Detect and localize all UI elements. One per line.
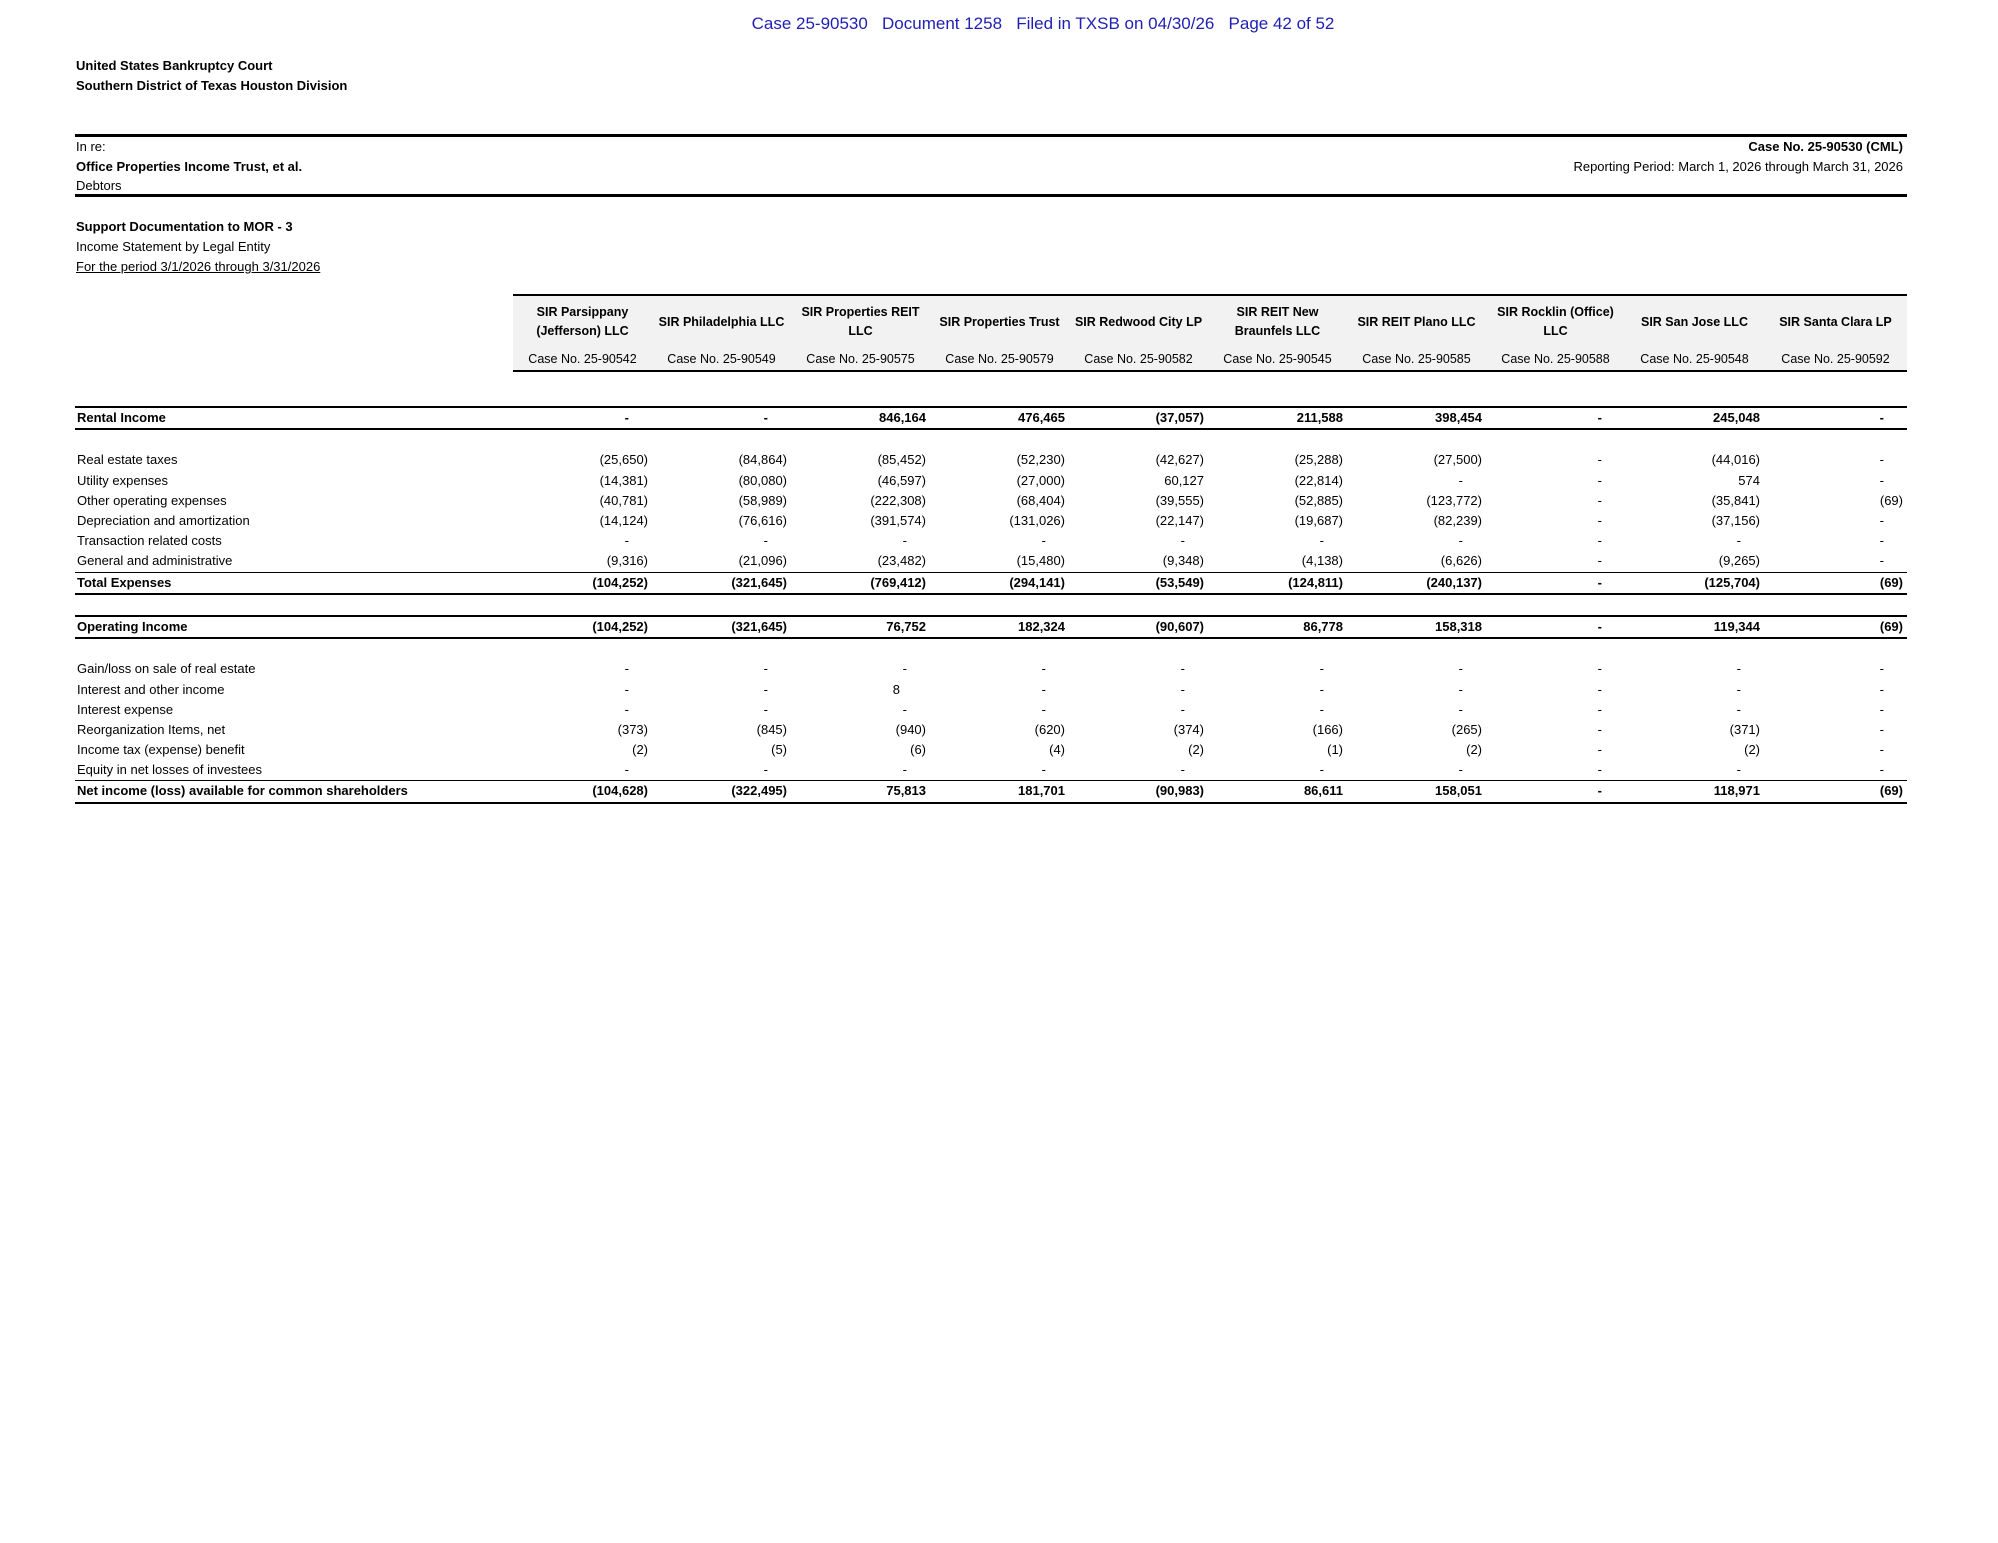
spacer-cell [1069, 594, 1208, 616]
value-cell: - [1458, 701, 1463, 717]
value-cell: 8 [892, 681, 900, 697]
value-cell: (104,252) [513, 572, 652, 594]
entity-name: SIR Properties Trust [930, 295, 1069, 348]
value-cell: - [652, 760, 791, 781]
value-cell: 86,778 [1208, 616, 1347, 638]
value-cell: (22,147) [1155, 513, 1204, 529]
value-cell: (373) [617, 721, 648, 737]
entity-case-number: Case No. 25-90549 [652, 348, 791, 371]
value-cell: (90,607) [1069, 616, 1208, 638]
value-cell: (769,412) [791, 572, 930, 594]
value-cell: (53,549) [1069, 572, 1208, 594]
support-subtitle: Income Statement by Legal Entity [76, 239, 271, 254]
value-cell: - [1208, 760, 1347, 781]
row-label: Operating Income [75, 616, 513, 638]
value-cell: (90,983) [1069, 781, 1208, 803]
value-cell: - [1486, 407, 1625, 429]
entity-name: SIR San Jose LLC [1625, 295, 1764, 348]
value-cell: (69) [1764, 781, 1907, 803]
value-cell: (131,026) [1009, 513, 1065, 529]
value-cell: - [624, 533, 629, 549]
value-cell: (80,080) [738, 472, 787, 488]
value-cell: - [1041, 533, 1046, 549]
value-cell: - [1319, 681, 1324, 697]
entity-name: SIR Santa Clara LP [1764, 295, 1907, 348]
value-cell: (21,096) [652, 551, 791, 572]
support-heading [76, 217, 320, 277]
entity-case-row [513, 348, 1907, 371]
value-cell: (6,626) [1347, 551, 1486, 572]
row-other-operating [75, 491, 1907, 511]
value-cell: - [1736, 533, 1741, 549]
value-cell: - [1319, 701, 1324, 717]
value-cell: - [1347, 760, 1486, 781]
court-name: United States Bankruptcy Court [76, 58, 273, 73]
value-cell: - [1486, 781, 1625, 803]
value-cell: (9,316) [513, 551, 652, 572]
spacer-cell [930, 594, 1069, 616]
row-label: Other operating expenses [77, 492, 227, 508]
value-cell: - [1486, 551, 1625, 572]
value-cell: - [624, 661, 629, 677]
row-label: Depreciation and amortization [77, 513, 250, 529]
value-cell: - [1879, 742, 1884, 758]
value-cell: (85,452) [877, 452, 926, 468]
value-cell: - [1764, 407, 1907, 429]
row-income-tax [75, 740, 1907, 760]
value-cell: - [1180, 661, 1185, 677]
value-cell: (76,616) [738, 513, 787, 529]
value-cell: (15,480) [930, 551, 1069, 572]
spacer-row [75, 429, 1907, 450]
value-cell: (23,482) [791, 551, 930, 572]
row-label: Rental Income [75, 407, 513, 429]
spacer-cell [1486, 638, 1625, 659]
row-total-expenses [75, 572, 1907, 594]
value-cell: - [1597, 721, 1602, 737]
spacer-cell [1208, 638, 1347, 659]
value-cell: (42,627) [1155, 452, 1204, 468]
value-cell: (124,811) [1208, 572, 1347, 594]
value-cell: (46,597) [877, 472, 926, 488]
row-label: Income tax (expense) benefit [77, 742, 245, 758]
value-cell: 181,701 [930, 781, 1069, 803]
income-statement-table [75, 406, 1907, 804]
spacer-cell [652, 594, 791, 616]
entity-case-number: Case No. 25-90545 [1208, 348, 1347, 371]
value-cell: (6) [910, 742, 926, 758]
value-cell: (321,645) [652, 572, 791, 594]
value-cell: (69) [1764, 616, 1907, 638]
value-cell: 60,127 [1164, 472, 1204, 488]
value-cell: - [902, 533, 907, 549]
spacer-cell [1208, 594, 1347, 616]
entity-name: SIR Rocklin (Office) LLC [1486, 295, 1625, 348]
value-cell: (35,841) [1711, 492, 1760, 508]
entity-case-number: Case No. 25-90585 [1347, 348, 1486, 371]
row-depreciation [75, 511, 1907, 531]
row-label: Equity in net losses of investees [75, 760, 513, 781]
value-cell: - [1879, 533, 1884, 549]
entity-name: SIR Properties REIT LLC [791, 295, 930, 348]
spacer-cell [1069, 638, 1208, 659]
value-cell: (5) [771, 742, 787, 758]
value-cell: - [1597, 452, 1602, 468]
entity-case-number: Case No. 25-90542 [513, 348, 652, 371]
entity-header-table [513, 294, 1907, 372]
spacer-cell [513, 638, 652, 659]
row-interest-expense [75, 700, 1907, 720]
court-heading [76, 56, 347, 96]
value-cell: (222,308) [870, 492, 926, 508]
entity-case-number: Case No. 25-90579 [930, 348, 1069, 371]
value-cell: - [1458, 472, 1463, 488]
spacer-cell [1764, 429, 1907, 450]
debtors-label: Debtors [76, 178, 122, 193]
value-cell: - [513, 760, 652, 781]
spacer-cell [930, 429, 1069, 450]
value-cell: (9,265) [1625, 551, 1764, 572]
entity-name: SIR REIT New Braunfels LLC [1208, 295, 1347, 348]
value-cell: - [1736, 681, 1741, 697]
value-cell: (123,772) [1426, 492, 1482, 508]
row-label: Real estate taxes [77, 452, 178, 468]
value-cell: - [763, 661, 768, 677]
spacer-cell [75, 594, 513, 616]
value-cell: (2) [1188, 742, 1204, 758]
value-cell: - [1625, 760, 1764, 781]
row-label: Gain/loss on sale of real estate [77, 661, 256, 677]
value-cell: - [1069, 760, 1208, 781]
entity-name: SIR Parsippany (Jefferson) LLC [513, 295, 652, 348]
spacer-cell [1625, 638, 1764, 659]
value-cell: - [1879, 721, 1884, 737]
spacer-cell [791, 429, 930, 450]
value-cell: - [624, 681, 629, 697]
value-cell: (52,885) [1294, 492, 1343, 508]
value-cell: - [1041, 701, 1046, 717]
support-title: Support Documentation to MOR - 3 [76, 219, 293, 234]
spacer-cell [1764, 638, 1907, 659]
value-cell: (240,137) [1347, 572, 1486, 594]
value-cell: (371) [1729, 721, 1760, 737]
value-cell: (845) [756, 721, 787, 737]
spacer-cell [75, 429, 513, 450]
value-cell: (4,138) [1208, 551, 1347, 572]
value-cell: (19,687) [1294, 513, 1343, 529]
value-cell: (2) [1744, 742, 1760, 758]
value-cell: 158,318 [1347, 616, 1486, 638]
value-cell: - [513, 407, 652, 429]
value-cell: - [1458, 661, 1463, 677]
value-cell: - [1486, 616, 1625, 638]
entity-name: SIR Philadelphia LLC [652, 295, 791, 348]
value-cell: - [902, 701, 907, 717]
value-cell: (27,000) [1016, 472, 1065, 488]
row-label: Reorganization Items, net [77, 721, 226, 737]
value-cell: (2) [1466, 742, 1482, 758]
spacer-cell [513, 429, 652, 450]
entity-case-number: Case No. 25-90575 [791, 348, 930, 371]
value-cell: 476,465 [930, 407, 1069, 429]
value-cell: (2) [632, 742, 648, 758]
value-cell: - [763, 681, 768, 697]
value-cell: 574 [1738, 472, 1760, 488]
value-cell: - [1319, 533, 1324, 549]
value-cell: (14,381) [599, 472, 648, 488]
value-cell: - [1458, 681, 1463, 697]
value-cell: - [1597, 661, 1602, 677]
value-cell: (25,288) [1294, 452, 1343, 468]
value-cell: 118,971 [1625, 781, 1764, 803]
spacer-cell [1069, 429, 1208, 450]
value-cell: 76,752 [791, 616, 930, 638]
value-cell: (69) [1879, 492, 1903, 508]
value-cell: (391,574) [870, 513, 926, 529]
value-cell: - [1597, 492, 1602, 508]
value-cell: - [1597, 701, 1602, 717]
value-cell: - [1486, 572, 1625, 594]
value-cell: 211,588 [1208, 407, 1347, 429]
court-district: Southern District of Texas Houston Division [76, 78, 348, 93]
row-equity-losses [75, 760, 1907, 781]
value-cell: (69) [1764, 572, 1907, 594]
row-real-estate-taxes [75, 450, 1907, 470]
case-caption-left [76, 137, 302, 196]
value-cell: - [1879, 452, 1884, 468]
debtor-name: Office Properties Income Trust, et al. [76, 158, 303, 174]
value-cell: (37,057) [1069, 407, 1208, 429]
value-cell: (265) [1451, 721, 1482, 737]
value-cell: (44,016) [1711, 452, 1760, 468]
entity-case-number: Case No. 25-90592 [1764, 348, 1907, 371]
spacer-cell [1347, 429, 1486, 450]
value-cell: (374) [1173, 721, 1204, 737]
value-cell: (125,704) [1625, 572, 1764, 594]
value-cell: 86,611 [1208, 781, 1347, 803]
spacer-cell [652, 638, 791, 659]
spacer-cell [930, 638, 1069, 659]
spacer-cell [1486, 429, 1625, 450]
row-reorg-items [75, 720, 1907, 740]
value-cell: - [1180, 701, 1185, 717]
value-cell: 75,813 [791, 781, 930, 803]
row-label: Utility expenses [77, 472, 169, 488]
entity-case-number: Case No. 25-90582 [1069, 348, 1208, 371]
value-cell: - [1879, 661, 1884, 677]
spacer-cell [1347, 638, 1486, 659]
row-label: Transaction related costs [77, 533, 222, 549]
row-label: General and administrative [75, 551, 513, 572]
value-cell: 398,454 [1347, 407, 1486, 429]
value-cell: (39,555) [1155, 492, 1204, 508]
value-cell: (52,230) [1016, 452, 1065, 468]
value-cell: - [1597, 513, 1602, 529]
value-cell: (27,500) [1433, 452, 1482, 468]
row-rental-income [75, 407, 1907, 429]
value-cell: - [763, 701, 768, 717]
spacer-cell [513, 594, 652, 616]
spacer-cell [791, 594, 930, 616]
row-general-admin [75, 551, 1907, 572]
value-cell: (68,404) [1016, 492, 1065, 508]
value-cell: (84,864) [738, 452, 787, 468]
spacer-cell [1625, 594, 1764, 616]
value-cell: 158,051 [1347, 781, 1486, 803]
caption-bottom-rule [75, 194, 1907, 197]
spacer-cell [1486, 594, 1625, 616]
row-label: Total Expenses [75, 572, 513, 594]
row-operating-income [75, 616, 1907, 638]
row-gain-loss-sale [75, 659, 1907, 679]
value-cell: (620) [1034, 721, 1065, 737]
value-cell: - [1486, 760, 1625, 781]
value-cell: - [1180, 533, 1185, 549]
value-cell: - [930, 760, 1069, 781]
value-cell: - [1879, 681, 1884, 697]
value-cell: 182,324 [930, 616, 1069, 638]
value-cell: 846,164 [791, 407, 930, 429]
spacer-cell [791, 638, 930, 659]
support-period: For the period 3/1/2026 through 3/31/2026 [76, 259, 321, 274]
value-cell: - [624, 701, 629, 717]
value-cell: - [1764, 551, 1907, 572]
row-utility-expenses [75, 471, 1907, 491]
value-cell: (1) [1327, 742, 1343, 758]
value-cell: (940) [895, 721, 926, 737]
value-cell: - [791, 760, 930, 781]
value-cell: (14,124) [599, 513, 648, 529]
value-cell: - [1041, 661, 1046, 677]
value-cell: - [1879, 472, 1884, 488]
value-cell: - [1736, 701, 1741, 717]
value-cell: 245,048 [1625, 407, 1764, 429]
value-cell: (4) [1049, 742, 1065, 758]
entity-name: SIR Redwood City LP [1069, 295, 1208, 348]
value-cell: (9,348) [1069, 551, 1208, 572]
spacer-cell [1347, 594, 1486, 616]
value-cell: - [1180, 681, 1185, 697]
value-cell: - [1458, 533, 1463, 549]
entity-name-row [513, 295, 1907, 348]
value-cell: - [763, 533, 768, 549]
value-cell: (37,156) [1711, 513, 1760, 529]
value-cell: (294,141) [930, 572, 1069, 594]
value-cell: - [652, 407, 791, 429]
value-cell: - [1597, 742, 1602, 758]
row-label: Interest expense [77, 701, 174, 717]
value-cell: - [1736, 661, 1741, 677]
row-net-income [75, 781, 1907, 803]
value-cell: (321,645) [652, 616, 791, 638]
value-cell: (25,650) [599, 452, 648, 468]
spacer-cell [652, 429, 791, 450]
value-cell: (104,252) [513, 616, 652, 638]
value-cell: (82,239) [1433, 513, 1482, 529]
value-cell: - [1597, 533, 1602, 549]
value-cell: (58,989) [738, 492, 787, 508]
spacer-cell [75, 638, 513, 659]
value-cell: - [1764, 760, 1907, 781]
row-label: Interest and other income [77, 681, 225, 697]
row-label: Net income (loss) available for common shareholders [75, 781, 513, 803]
entity-name: SIR REIT Plano LLC [1347, 295, 1486, 348]
spacer-row [75, 638, 1907, 659]
value-cell: - [902, 661, 907, 677]
court-filing-stamp: Case 25-90530 Document 1258 Filed in TXSB on 04/30/26 Page 42 of 52 [751, 14, 1335, 33]
value-cell: - [1879, 701, 1884, 717]
value-cell: - [1597, 472, 1602, 488]
value-cell: (322,495) [652, 781, 791, 803]
case-number: Case No. 25-90530 (CML) [1748, 139, 1903, 154]
value-cell: - [1879, 513, 1884, 529]
spacer-cell [1764, 594, 1907, 616]
value-cell: (22,814) [1294, 472, 1343, 488]
value-cell: 119,344 [1625, 616, 1764, 638]
value-cell: - [1319, 661, 1324, 677]
value-cell: - [1597, 681, 1602, 697]
value-cell: (104,628) [513, 781, 652, 803]
row-interest-income [75, 679, 1907, 699]
value-cell: - [1041, 681, 1046, 697]
value-cell: (40,781) [599, 492, 648, 508]
case-caption-right [1573, 137, 1903, 176]
spacer-row [75, 594, 1907, 616]
value-cell: (166) [1312, 721, 1343, 737]
spacer-cell [1208, 429, 1347, 450]
reporting-period: Reporting Period: March 1, 2026 through March 31, 2026 [1573, 158, 1903, 174]
row-transaction-costs [75, 531, 1907, 551]
entity-case-number: Case No. 25-90548 [1625, 348, 1764, 371]
entity-case-number: Case No. 25-90588 [1486, 348, 1625, 371]
in-re-label: In re: [76, 139, 106, 154]
spacer-cell [1625, 429, 1764, 450]
